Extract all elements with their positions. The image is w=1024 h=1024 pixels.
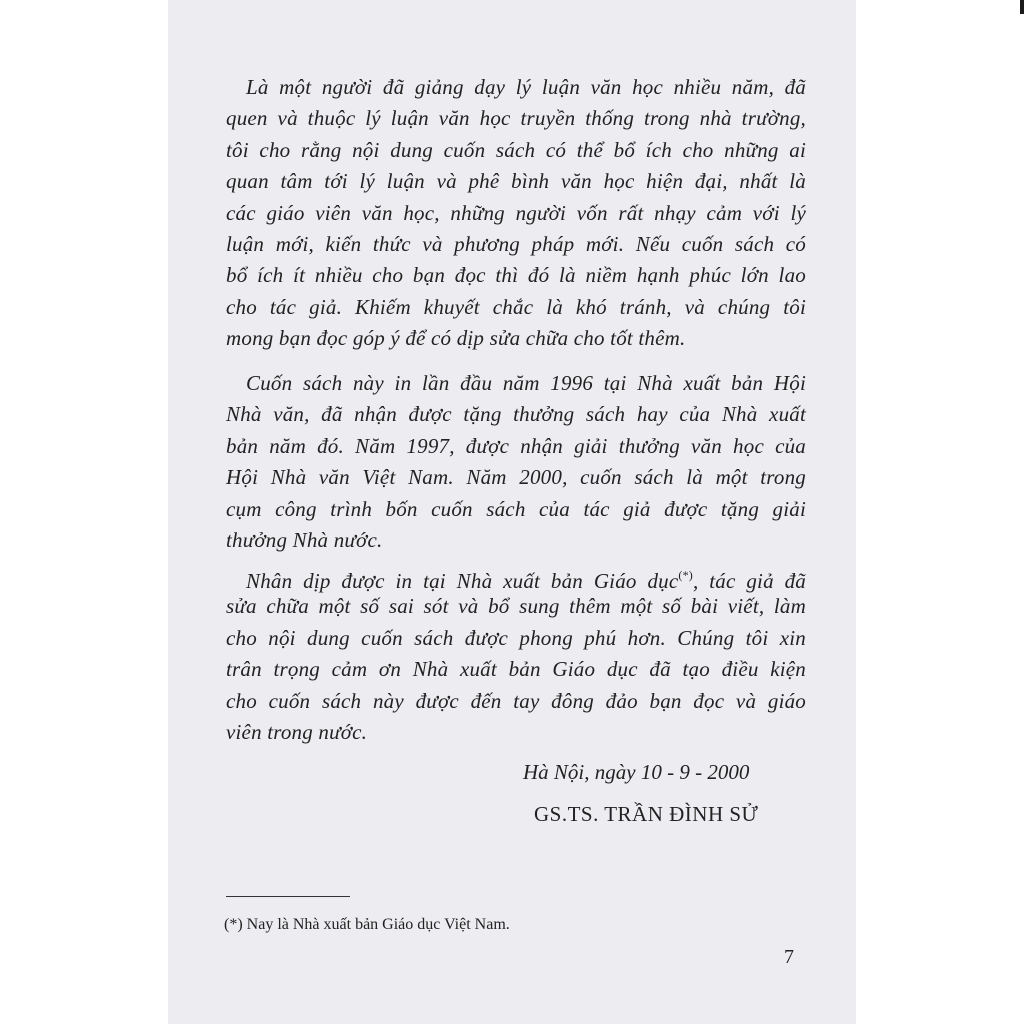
text-line: bổ ích ít nhiều cho bạn đọc thì đó là niềm hạnh phúc lớn lao: [226, 263, 806, 288]
text-line: Là một người đã giảng dạy lý luận văn học nhiều năm, đã: [246, 75, 806, 99]
text-line: bản năm đó. Năm 1997, được nhận giải thưởng văn học của: [226, 433, 806, 458]
text-line: trân trọng cảm ơn Nhà xuất bản Giáo dục đã tạo điều kiện: [226, 657, 806, 682]
text-line: [226, 560, 806, 591]
paragraph-1: [226, 72, 806, 355]
text-line: sửa chữa một số sai sót và bổ sung thêm một số bài viết, làm: [226, 594, 806, 619]
footnote-divider: [226, 896, 350, 897]
text-line: cho cuốn sách này được đến tay đông đảo bạn đọc và giáo: [226, 688, 806, 713]
text-line: các giáo viên văn học, những người vốn rất nhạy cảm với lý: [226, 200, 806, 225]
text-line: cho nội dung cuốn sách được phong phú hơn. Chúng tôi xin: [226, 625, 806, 650]
paragraph-3: [226, 560, 806, 748]
signature-author: GS.TS. TRẦN ĐÌNH SỬ: [534, 802, 759, 826]
paragraph-2: [226, 368, 806, 556]
text-line: mong bạn đọc góp ý để có dịp sửa chữa cho tốt thêm.: [226, 326, 686, 351]
footnote-mark: (*): [678, 568, 693, 582]
page-edge: [1020, 0, 1024, 14]
text-line: luận mới, kiến thức và phương pháp mới. Nếu cuốn sách có: [226, 231, 806, 256]
text-line: quan tâm tới lý luận và phê bình văn học hiện đại, nhất là: [226, 169, 806, 194]
text-line: tôi cho rằng nội dung cuốn sách có thể bổ ích cho những ai: [226, 137, 806, 162]
text-line: Hội Nhà văn Việt Nam. Năm 2000, cuốn sách là một trong: [226, 465, 806, 490]
text-line: thưởng Nhà nước.: [226, 527, 383, 552]
book-page: [168, 0, 856, 1024]
page-number: 7: [784, 946, 794, 968]
text-line: cho tác giả. Khiếm khuyết chắc là khó tránh, và chúng tôi: [226, 294, 806, 319]
text-line: viên trong nước.: [226, 719, 368, 744]
text-line: quen và thuộc lý luận văn học truyền thống trong nhà trường,: [226, 106, 806, 131]
signature-place-date: Hà Nội, ngày 10 - 9 - 2000: [523, 760, 750, 784]
text-line: Nhà văn, đã nhận được tặng thưởng sách hay của Nhà xuất: [226, 402, 806, 427]
text-line: cụm công trình bốn cuốn sách của tác giả được tặng giải: [226, 496, 806, 521]
text-segment: Nhân dịp được in tại Nhà xuất bản Giáo dục: [246, 569, 679, 593]
text-segment: , tác giả đã: [692, 569, 806, 593]
footnote: (*) Nay là Nhà xuất bản Giáo dục Việt Nam.: [224, 916, 510, 933]
text-line: Cuốn sách này in lần đầu năm 1996 tại Nhà xuất bản Hội: [246, 371, 806, 395]
